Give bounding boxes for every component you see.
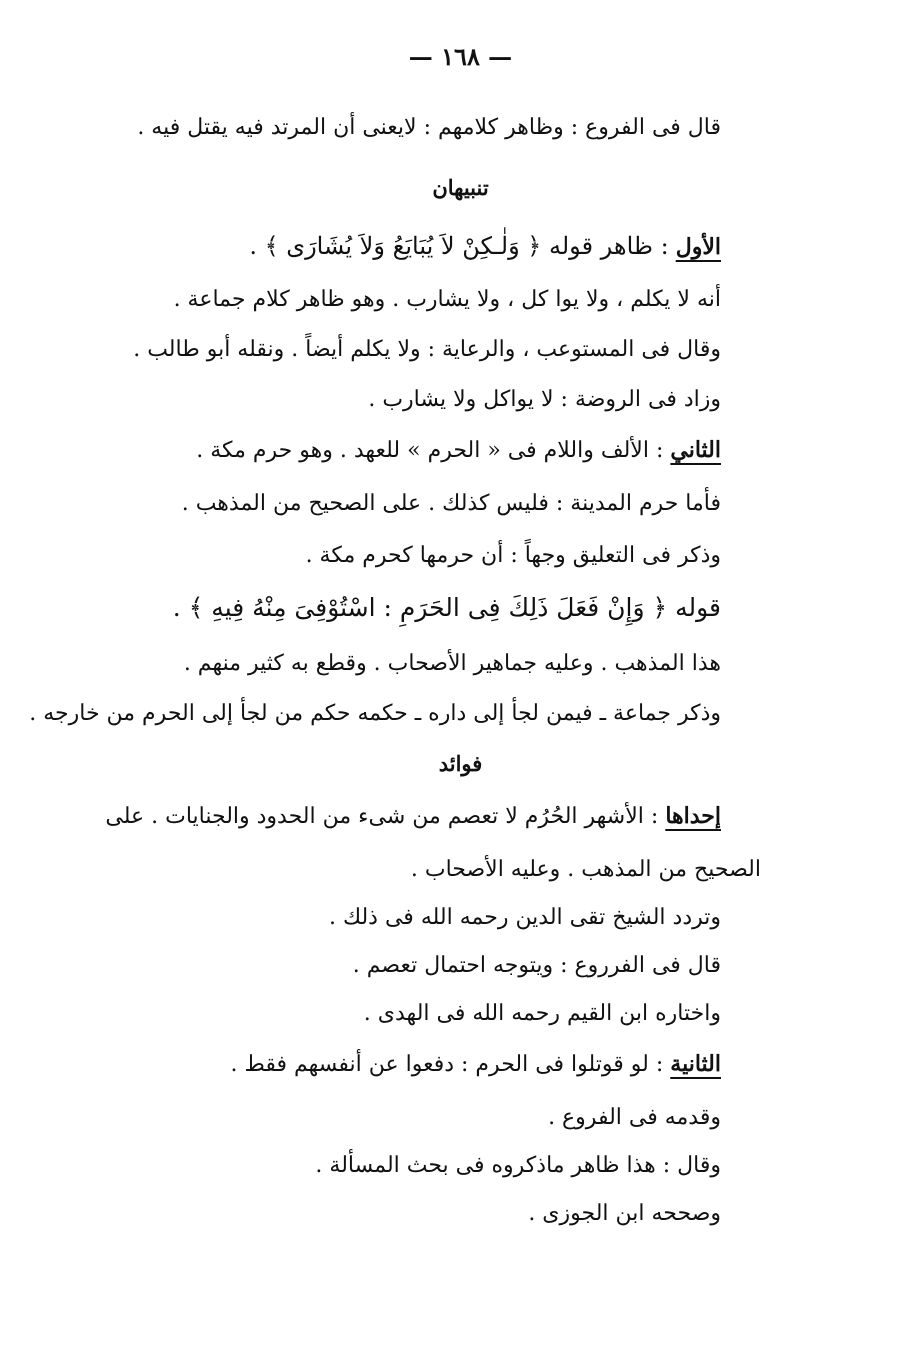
- text-line-22: وصححه ابن الجوزى .: [528, 1201, 721, 1226]
- text-line-8: فأما حرم المدينة : فليس كذلك . على الصحيح من المذهب .: [181, 491, 721, 516]
- text-line-12: وذكر جماعة ـ فيمن لجأ إلى داره ـ حكمه حكم من لجأ إلى الحرم من خارجه .: [29, 701, 721, 726]
- text-line-20: وقدمه فى الفروع .: [548, 1105, 721, 1130]
- text-line-1: قال فى الفروع : وظاهر كلامهم : لايعنى أن المرتد فيه يقتل فيه .: [137, 115, 721, 140]
- text-line-4: أنه لا يكلم ، ولا يوا كل ، ولا يشارب . وهو ظاهر كلام جماعة .: [173, 287, 721, 312]
- lead-word-awwal: الأول: [675, 234, 721, 260]
- text-thaniya-body: : لو قوتلوا فى الحرم : دفعوا عن أنفسهم فقط .: [230, 1052, 664, 1077]
- text-line-ihdaha: [105, 796, 721, 837]
- lead-word-thaniya: الثانية: [670, 1051, 721, 1077]
- section-heading-tanbihan: تنبيهان: [432, 175, 489, 200]
- text-line-thaniya: [230, 1044, 721, 1085]
- lead-word-thani: الثاني: [670, 437, 721, 463]
- text-line-18: واختاره ابن القيم رحمه الله فى الهدى .: [363, 1001, 721, 1026]
- text-line-9: وذكر فى التعليق وجهاً : أن حرمها كحرم مكة .: [305, 543, 721, 568]
- text-line-21: وقال : هذا ظاهر ماذكروه فى بحث المسألة .: [315, 1153, 721, 1178]
- text-line-16: وتردد الشيخ تقى الدين رحمه الله فى ذلك .: [328, 905, 721, 930]
- text-thani-body: : الألف واللام فى « الحرم » للعهد . وهو حرم مكة .: [196, 438, 664, 463]
- text-line-5: وقال فى المستوعب ، والرعاية : ولا يكلم أيضاً . ونقله أبو طالب .: [133, 337, 721, 362]
- text-line-15: الصحيح من المذهب . وعليه الأصحاب .: [410, 857, 761, 882]
- quran-quote-1: : ظاهر قوله ﴿ وَلٰـكِنْ لاَ يُبَايَعُ وَلاَ يُشَارَى ﴾ .: [249, 232, 669, 260]
- text-line-6: وزاد فى الروضة : لا يواكل ولا يشارب .: [368, 387, 721, 412]
- quran-quote-2: قوله ﴿ وَإِنْ فَعَلَ ذَلِكَ فِى الحَرَمِ : اسْتُوْفِىَ مِنْهُ فِيهِ ﴾ .: [172, 593, 721, 622]
- page-number: — ١٦٨ —: [408, 42, 513, 71]
- text-line-thani: [196, 430, 721, 471]
- text-line-11: هذا المذهب . وعليه جماهير الأصحاب . وقطع به كثير منهم .: [183, 651, 721, 676]
- text-ihdaha-body: : الأشهر الحُرُم لا تعصم من شىء من الحدود والجنايات . على: [105, 804, 659, 829]
- section-heading-fawaid: فوائد: [438, 751, 483, 776]
- text-line-awwal: [249, 226, 721, 268]
- text-line-17: قال فى الفرروع : ويتوجه احتمال تعصم .: [352, 953, 721, 978]
- lead-word-ihdaha: إحداها: [665, 803, 721, 829]
